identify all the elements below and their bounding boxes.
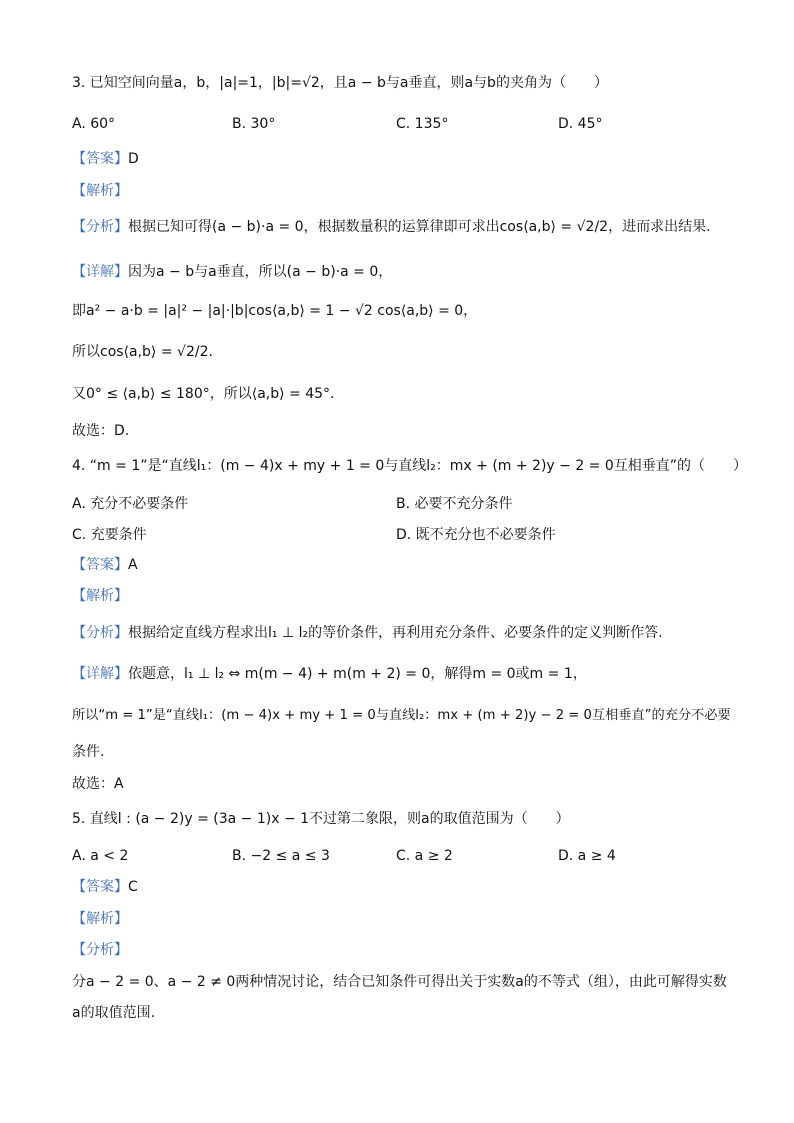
answer-tag: 【答案】 (72, 557, 128, 573)
q3-option-b: B. 30° (232, 116, 276, 132)
q3-option-a: A. 60° (72, 116, 116, 132)
q4-solution-line-3: 条件. (72, 744, 105, 760)
xiangjie-tag: 【详解】 (72, 264, 128, 280)
q4-fenxi: 根据给定直线方程求出l₁ ⊥ l₂的等价条件，再利用充分条件、必要条件的定义判断作答. (128, 625, 663, 641)
q4-option-c: C. 充要条件 (72, 527, 147, 543)
q5-fenxi-line-2: a的取值范围. (72, 1005, 156, 1021)
q4-answer: A (128, 557, 138, 573)
q3-choose: 故选：D. (72, 423, 130, 439)
q5-fenxi-line-1: 分a − 2 = 0、a − 2 ≠ 0两种情况讨论，结合已知条件可得出关于实数a的不等式（组），由此可解得实数 (72, 974, 727, 990)
q5-option-d: D. a ≥ 4 (558, 848, 616, 864)
q4-xiangjie: 依题意，l₁ ⊥ l₂ ⇔ m(m − 4) + m(m + 2) = 0，解得m = 0或m = 1， (128, 666, 587, 682)
q3-solution-line-3: 所以cos⟨a,b⟩ = √2/2. (72, 344, 213, 360)
q5-stem: 5. 直线l : (a − 2)y = (3a − 1)x − 1不过第二象限，则a的取值范围为（ ） (72, 811, 570, 827)
q3-solution-line-2: 即a² − a·b = |a|² − |a|·|b|cos⟨a,b⟩ = 1 − √2 cos⟨a,b⟩ = 0， (72, 303, 478, 319)
q3-answer-line (72, 149, 139, 169)
fenxi-tag: 【分析】 (72, 219, 128, 235)
q4-stem: 4. “m = 1”是“直线l₁：(m − 4)x + my + 1 = 0与直线l₂：mx + (m + 2)y − 2 = 0互相垂直”的（ ） (72, 458, 748, 474)
q3-option-d: D. 45° (558, 116, 603, 132)
q4-answer-line (72, 555, 138, 575)
q4-option-b: B. 必要不充分条件 (396, 496, 513, 512)
q4-option-d: D. 既不充分也不必要条件 (396, 527, 556, 543)
q5-answer: C (128, 879, 138, 895)
q4-jiexi-tag: 【解析】 (72, 588, 128, 604)
q5-jiexi-tag: 【解析】 (72, 911, 128, 927)
q3-xiangjie: 因为a − b与a垂直，所以(a − b)·a = 0， (128, 264, 393, 280)
q4-fenxi-line (72, 623, 663, 643)
q5-option-b: B. −2 ≤ a ≤ 3 (232, 848, 330, 864)
answer-tag: 【答案】 (72, 879, 128, 895)
fenxi-tag: 【分析】 (72, 625, 128, 641)
q3-jiexi-tag: 【解析】 (72, 183, 128, 199)
q3-fenxi: 根据已知可得(a − b)·a = 0，根据数量积的运算律即可求出cos⟨a,b⟩ = √2/2，进而求出结果. (128, 219, 711, 235)
q4-solution-line-2: 所以“m = 1”是“直线l₁：(m − 4)x + my + 1 = 0与直线l₂：mx + (m + 2)y − 2 = 0互相垂直”的充分不必要 (72, 708, 731, 723)
q4-option-a: A. 充分不必要条件 (72, 496, 189, 512)
q3-stem: 3. 已知空间向量a，b，|a|=1，|b|=√2，且a − b与a垂直，则a与b的夹角为（ ） (72, 75, 608, 91)
q3-solution-line-4: 又0° ≤ ⟨a,b⟩ ≤ 180°，所以⟨a,b⟩ = 45°. (72, 386, 335, 402)
q3-fenxi-line (72, 217, 711, 237)
answer-tag: 【答案】 (72, 151, 128, 167)
q5-option-c: C. a ≥ 2 (396, 848, 453, 864)
q4-choose: 故选：A (72, 776, 124, 792)
q5-fenxi-tag: 【分析】 (72, 942, 128, 958)
xiangjie-tag: 【详解】 (72, 666, 128, 682)
q4-xiangjie-line (72, 664, 587, 684)
q5-option-a: A. a < 2 (72, 848, 129, 864)
q3-answer: D (128, 151, 139, 167)
q3-option-c: C. 135° (396, 116, 449, 132)
q3-xiangjie-line (72, 262, 392, 282)
q5-answer-line (72, 877, 138, 897)
